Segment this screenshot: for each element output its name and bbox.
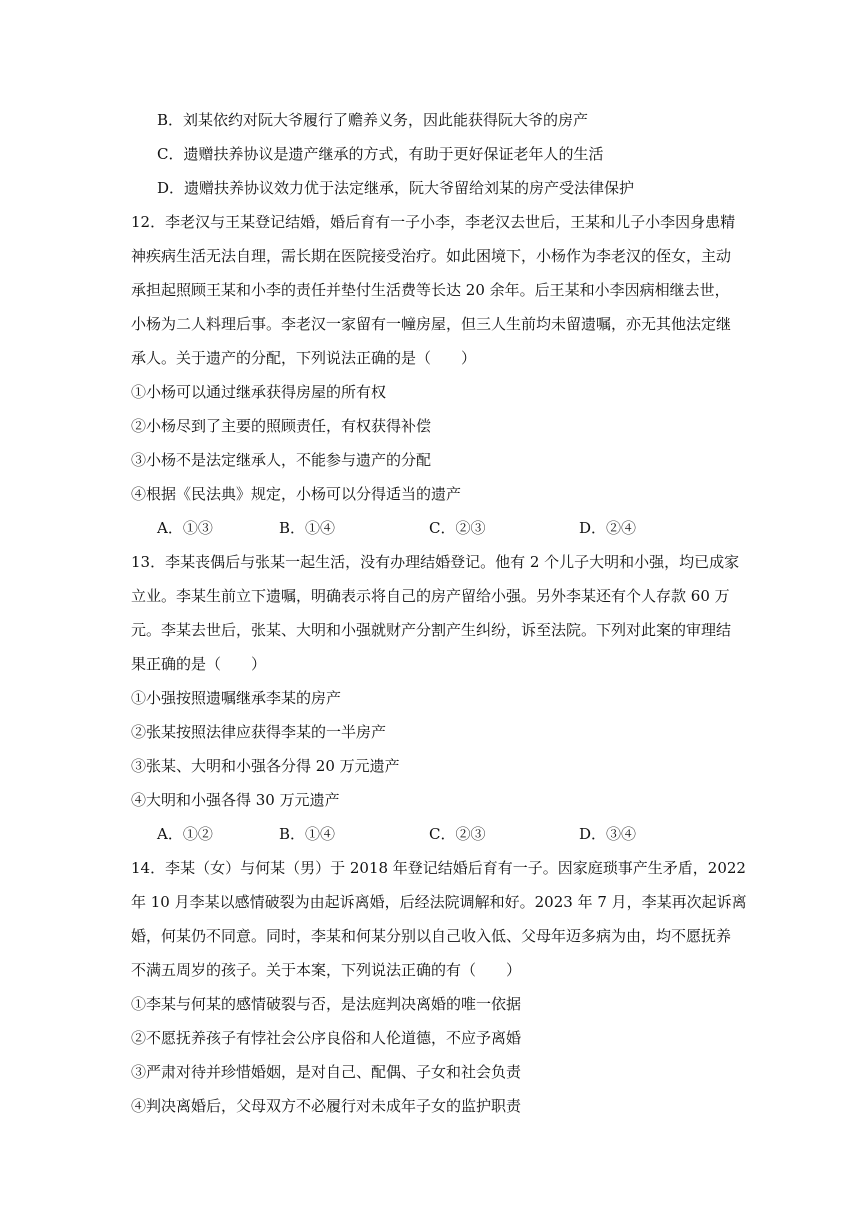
q13-stem-line: 13．李某丧偶后与张某一起生活，没有办理结婚登记。他有 2 个儿子大明和小强，均已成家 — [131, 553, 740, 571]
q13-choice-c: C．②③ — [429, 825, 486, 843]
q14-statement: ①李某与何某的感情破裂与否，是法庭判决离婚的唯一依据 — [131, 995, 522, 1013]
q12-statement: ①小杨可以通过继承获得房屋的所有权 — [131, 383, 387, 401]
q11-option-c: C．遗赠扶养协议是遗产继承的方式，有助于更好保证老年人的生活 — [157, 145, 604, 163]
q11-option-d: D．遗赠扶养协议效力优于法定继承，阮大爷留给刘某的房产受法律保护 — [157, 179, 635, 197]
q13-choices — [157, 824, 717, 844]
q12-statement: ④根据《民法典》规定，小杨可以分得适当的遗产 — [131, 485, 462, 503]
q11-option-b: B．刘某依约对阮大爷履行了赡养义务，因此能获得阮大爷的房产 — [157, 111, 589, 129]
q12-stem-line: 小杨为二人料理后事。李老汉一家留有一幢房屋，但三人生前均未留遗嘱，亦无其他法定继 — [131, 315, 732, 333]
q14-stem-line: 婚，何某仍不同意。同时，李某和何某分别以自己收入低、父母年迈多病为由，均不愿抚养 — [131, 927, 732, 945]
q13-statement: ④大明和小强各得 30 万元遗产 — [131, 791, 340, 809]
q12-choice-a: A．①③ — [157, 519, 213, 537]
q13-statement: ②张某按照法律应获得李某的一半房产 — [131, 723, 387, 741]
q13-statement: ①小强按照遗嘱继承李某的房产 — [131, 689, 342, 707]
q12-stem-line: 12．李老汉与王某登记结婚，婚后育有一子小李，李老汉去世后，王某和儿子小李因身患精 — [131, 213, 736, 231]
q12-statement: ③小杨不是法定继承人，不能参与遗产的分配 — [131, 451, 432, 469]
q13-choice-d: D．③④ — [579, 825, 637, 843]
q14-stem-line: 14．李某（女）与何某（男）于 2018 年登记结婚后育有一子。因家庭琐事产生矛盾，2022 — [131, 859, 746, 877]
q13-stem-line: 果正确的是（ ） — [131, 655, 267, 673]
q12-stem-line: 承人。关于遗产的分配，下列说法正确的是（ ） — [131, 349, 477, 367]
q13-choice-b: B．①④ — [279, 825, 336, 843]
q14-statement: ④判决离婚后，父母双方不必履行对未成年子女的监护职责 — [131, 1097, 522, 1115]
q14-stem-line: 年 10 月李某以感情破裂为由起诉离婚，后经法院调解和好。2023 年 7 月，李某再次起诉离 — [131, 893, 747, 911]
q12-stem-line: 神疾病生活无法自理，需长期在医院接受治疗。如此困境下，小杨作为李老汉的侄女，主动 — [131, 247, 732, 265]
q12-stem-line: 承担起照顾王某和小李的责任并垫付生活费等长达 20 余年。后王某和小李因病相继去世， — [131, 281, 730, 299]
q13-statement: ③张某、大明和小强各分得 20 万元遗产 — [131, 757, 400, 775]
q12-choices — [157, 518, 717, 538]
q13-stem-line: 元。李某去世后，张某、大明和小强就财产分割产生纠纷，诉至法院。下列对此案的审理结 — [131, 621, 732, 639]
q14-statement: ②不愿抚养孩子有悖社会公序良俗和人伦道德，不应予离婚 — [131, 1029, 522, 1047]
q13-stem-line: 立业。李某生前立下遗嘱，明确表示将自己的房产留给小强。另外李某还有个人存款 60 万 — [131, 587, 730, 605]
q13-choice-a: A．①② — [157, 825, 213, 843]
q12-choice-c: C．②③ — [429, 519, 486, 537]
q14-statement: ③严肃对待并珍惜婚姻，是对自己、配偶、子女和社会负责 — [131, 1063, 522, 1081]
q12-choice-b: B．①④ — [279, 519, 336, 537]
q12-statement: ②小杨尽到了主要的照顾责任，有权获得补偿 — [131, 417, 432, 435]
q12-choice-d: D．②④ — [579, 519, 637, 537]
q14-stem-line: 不满五周岁的孩子。关于本案，下列说法正确的有（ ） — [131, 961, 522, 979]
